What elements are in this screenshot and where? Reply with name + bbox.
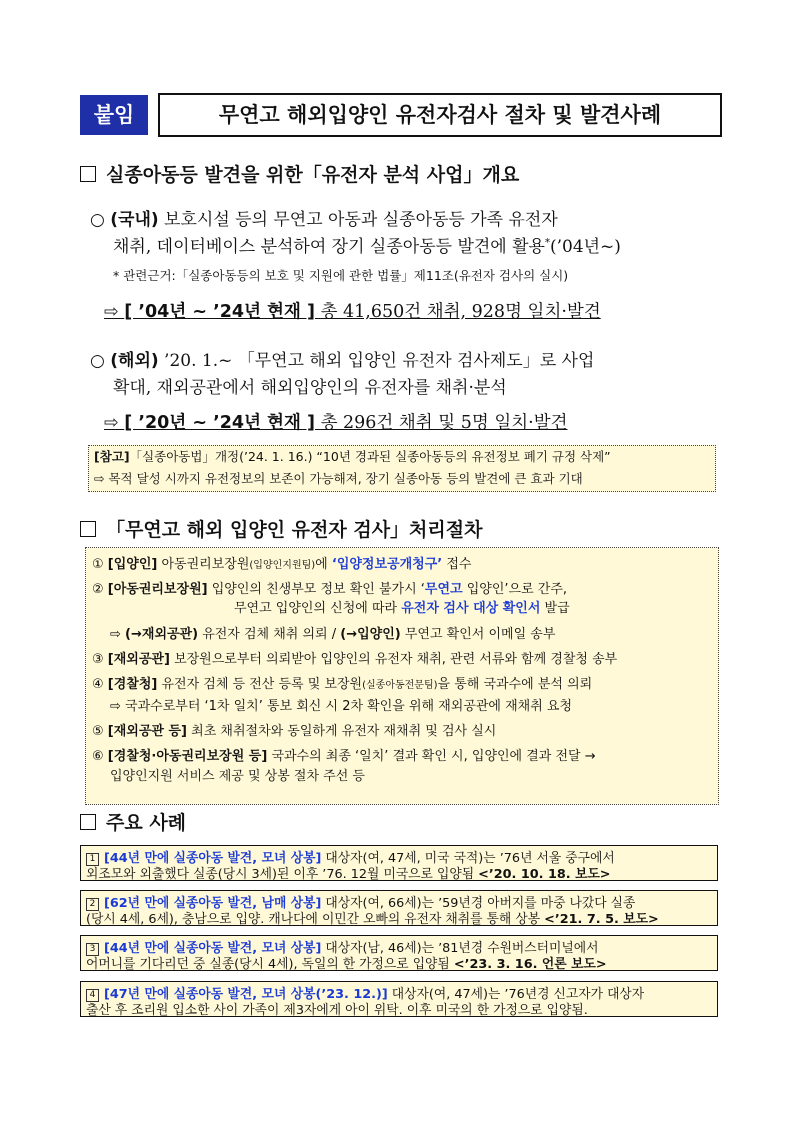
case-4: 4 [47년 만에 실종아동 발견, 모녀 상봉(’23. 12.)] 대상자(여, 47세)는 ’76년경 신고자가 대상자 출산 후 조리원 입소한 사이 가족이 제3자에게 아이 위탁. 이후 미국의 한 가정으로 입양됨. [80,981,718,1017]
step-4-arrow: ⇨ 국과수로부터 ‘1차 일치’ 통보 회신 시 2차 확인을 위해 재외공관에 재채취 요청 [110,699,573,714]
reference-line1: [참고]「실종아동법」개정(’24. 1. 16.) “10년 경과된 실종아동등의 유전정보 폐기 규정 삭제” [94,449,611,464]
attachment-tag: 붙임 [80,95,148,135]
case-1: 1 [44년 만에 실종아동 발견, 모녀 상봉] 대상자(여, 47세, 미국 국적)는 ’76년 서울 중구에서 외조모와 외출했다 실종(당시 3세)된 이후 ’76. 12월 미국으로 입양됨 <’20. 10. 18. 보도> [80,845,718,881]
checkbox-square-icon [80,814,96,830]
reference-line2: ⇨ 목적 달성 시까지 유전정보의 보존이 가능해져, 장기 실종아동 등의 발견에 큰 효과 기대 [94,471,583,486]
step-6: ⑥ [경찰청·아동권리보장원 등] 국과수의 최종 ‘일치’ 결과 확인 시, 입양인에 결과 전달 → [92,749,596,764]
domestic-line1: ○ (국내) 보호시설 등의 무연고 아동과 실종아동등 가족 유전자 [90,210,558,230]
checkbox-square-icon [80,521,96,537]
step-2: ② [아동권리보장원] 입양인의 친생부모 정보 확인 불가시 ‘무연고 입양인’으로 간주, [92,582,568,597]
step-3: ③ [재외공관] 보장원으로부터 의뢰받아 입양인의 유전자 채취, 관련 서류와 함께 경찰청 송부 [92,652,618,667]
section2-heading: 「무연고 해외 입양인 유전자 검사」처리절차 [80,515,482,542]
step-6-cont: 입양인지원 서비스 제공 및 상봉 절차 주선 등 [110,769,365,784]
overseas-line2: 확대, 재외공관에서 해외입양인의 유전자를 채취·분석 [113,378,507,398]
step-2-cont: 무연고 입양인의 신청에 따라 유전자 검사 대상 확인서 발급 [234,601,570,616]
domestic-result: ⇨ [ ’04년 ~ ’24년 현재 ] 총 41,650건 채취, 928명 일치·발견 [104,302,601,322]
section1-heading: 실종아동등 발견을 위한「유전자 분석 사업」개요 [80,160,519,187]
page-title: 무연고 해외입양인 유전자검사 절차 및 발견사례 [158,93,722,137]
checkbox-square-icon [80,166,96,182]
case-3: 3 [44년 만에 실종아동 발견, 모녀 상봉] 대상자(남, 46세)는 ’81년경 수원버스터미널에서 어머니를 기다리던 중 실종(당시 4세), 독일의 한 가정으로 입양됨 <’23. 3. 16. 언론 보도> [80,935,718,971]
domestic-line2: 채취, 데이터베이스 분석하여 장기 실종아동등 발견에 활용*(’04년~) [113,237,621,257]
reference-box [88,445,716,492]
overseas-result: ⇨ [ ’20년 ~ ’24년 현재 ] 총 296건 채취 및 5명 일치·발견 [104,413,568,433]
step-1: ① [입양인] 아동권리보장원(입양인지원팀)에 ‘입양정보공개청구’ 접수 [92,557,472,572]
domestic-legal-note: * 관련근거:「실종아동등의 보호 및 지원에 관한 법률」제11조(유전자 검사의 실시) [113,268,569,283]
step-2-arrow: ⇨ (→재외공관) 유전자 검체 채취 의뢰 / (→입양인) 무연고 확인서 이메일 송부 [110,627,556,642]
overseas-line1: ○ (해외) ’20. 1.~ 「무연고 해외 입양인 유전자 검사제도」로 사업 [90,351,595,371]
step-5: ⑤ [재외공관 등] 최초 채취절차와 동일하게 유전자 재채취 및 검사 실시 [92,724,497,739]
section3-heading: 주요 사례 [80,808,186,835]
step-4: ④ [경찰청] 유전자 검체 등 전산 등록 및 보장원(실종아동전문팀)을 통해 국과수에 분석 의뢰 [92,677,593,692]
case-2: 2 [62년 만에 실종아동 발견, 남매 상봉] 대상자(여, 66세)는 ’59년경 아버지를 마중 나갔다 실종 (당시 4세, 6세), 충남으로 입양. 캐나다에 이민간 오빠의 유전자 채취를 통해 상봉 <’21. 7. 5. 보도> [80,890,718,926]
procedure-box [85,547,719,805]
